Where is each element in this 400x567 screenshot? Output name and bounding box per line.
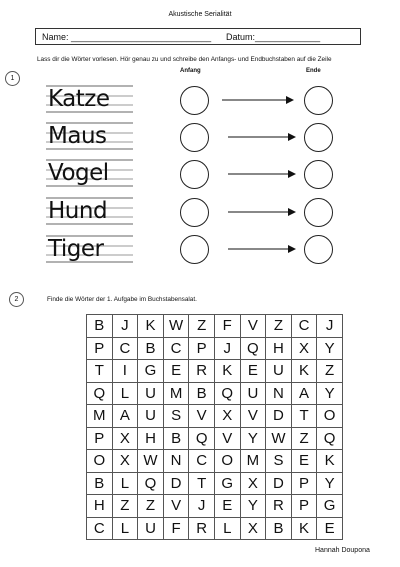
author-credit: Hannah Doupona [315,547,370,554]
start-letter-circle[interactable] [180,235,209,264]
column-header-end: Ende [306,68,321,74]
grid-cell[interactable]: C [291,315,317,338]
grid-cell[interactable]: M [87,405,113,428]
grid-cell[interactable]: X [112,427,138,450]
grid-cell[interactable]: K [214,360,240,383]
grid-cell[interactable]: E [214,495,240,518]
grid-cell[interactable]: T [87,360,113,383]
column-header-start: Anfang [180,68,201,74]
grid-cell[interactable]: L [112,517,138,540]
grid-cell[interactable]: V [214,427,240,450]
grid-cell[interactable]: G [138,360,164,383]
grid-cell[interactable]: W [138,450,164,473]
grid-cell[interactable]: I [112,360,138,383]
end-letter-circle[interactable] [304,235,333,264]
grid-cell[interactable]: Y [317,382,343,405]
word-row-vogel [46,158,133,188]
grid-cell[interactable]: C [189,450,215,473]
grid-cell[interactable]: D [266,472,292,495]
grid-cell[interactable]: E [291,450,317,473]
grid-cell[interactable]: W [163,315,189,338]
grid-cell[interactable]: P [87,337,113,360]
grid-cell[interactable]: N [266,382,292,405]
grid-cell[interactable]: S [266,450,292,473]
grid-row [87,427,343,450]
grid-cell[interactable]: U [266,360,292,383]
grid-cell[interactable]: T [291,405,317,428]
start-letter-circle[interactable] [180,86,209,115]
grid-cell[interactable]: X [214,405,240,428]
grid-cell[interactable]: L [112,382,138,405]
grid-cell[interactable]: T [189,472,215,495]
grid-cell[interactable]: P [291,472,317,495]
end-letter-circle[interactable] [304,123,333,152]
word-text: Maus [48,123,107,149]
grid-cell[interactable]: O [87,450,113,473]
grid-cell[interactable]: E [240,360,266,383]
grid-row [87,382,343,405]
arrow-right-icon [228,132,296,142]
grid-cell[interactable]: C [163,337,189,360]
task-1-number: 1 [5,71,20,86]
grid-cell[interactable]: H [138,427,164,450]
letter-grid [86,314,343,540]
grid-cell[interactable]: X [291,337,317,360]
grid-cell[interactable]: U [240,382,266,405]
grid-cell[interactable]: Q [240,337,266,360]
grid-cell[interactable]: P [291,495,317,518]
grid-row [87,450,343,473]
end-letter-circle[interactable] [304,160,333,189]
grid-cell[interactable]: R [189,517,215,540]
grid-cell[interactable]: K [317,450,343,473]
grid-cell[interactable]: P [189,337,215,360]
grid-cell[interactable]: Z [266,315,292,338]
word-row-hund [46,196,133,226]
grid-cell[interactable]: V [163,495,189,518]
grid-cell[interactable]: R [266,495,292,518]
grid-cell[interactable]: K [291,360,317,383]
grid-cell[interactable]: K [138,315,164,338]
word-text: Katze [48,86,110,112]
grid-cell[interactable]: M [163,382,189,405]
grid-cell[interactable]: E [163,360,189,383]
word-text: Vogel [48,160,109,186]
arrow-right-icon [222,95,294,105]
grid-cell[interactable]: Z [189,315,215,338]
word-row-tiger [46,234,133,264]
grid-cell[interactable]: Y [317,337,343,360]
grid-cell[interactable]: U [138,405,164,428]
grid-cell[interactable]: X [240,472,266,495]
grid-cell[interactable]: Z [112,495,138,518]
grid-cell[interactable]: Q [214,382,240,405]
grid-cell[interactable]: A [291,382,317,405]
grid-cell[interactable]: R [189,360,215,383]
grid-row [87,472,343,495]
start-letter-circle[interactable] [180,198,209,227]
grid-cell[interactable]: B [87,472,113,495]
grid-cell[interactable]: Q [138,472,164,495]
grid-cell[interactable]: J [214,337,240,360]
grid-cell[interactable]: Y [240,495,266,518]
grid-cell[interactable]: Z [291,427,317,450]
grid-cell[interactable]: J [317,315,343,338]
grid-cell[interactable]: B [163,427,189,450]
grid-cell[interactable]: F [163,517,189,540]
word-row-maus [46,121,133,151]
grid-cell[interactable]: B [189,382,215,405]
grid-cell[interactable]: G [214,472,240,495]
grid-cell[interactable]: H [266,337,292,360]
grid-row [87,337,343,360]
grid-cell[interactable]: F [214,315,240,338]
grid-cell[interactable]: L [214,517,240,540]
arrow-right-icon [228,207,296,217]
task-2-number: 2 [9,292,24,307]
grid-cell[interactable]: U [138,517,164,540]
grid-cell[interactable]: P [87,427,113,450]
grid-cell[interactable]: N [163,450,189,473]
grid-cell[interactable]: Z [138,495,164,518]
word-text: Tiger [48,236,104,262]
grid-cell[interactable]: K [291,517,317,540]
end-letter-circle[interactable] [304,86,333,115]
task-2-instruction: Finde die Wörter der 1. Aufgabe im Buchstabensalat. [47,296,197,303]
grid-cell[interactable]: C [112,337,138,360]
grid-cell[interactable]: H [87,495,113,518]
name-date-box [35,28,361,45]
grid-row [87,360,343,383]
task-1-instruction: Lass dir die Wörter vorlesen. Hör genau zu und schreibe den Anfangs- und Endbuchstaben auf die Zeile [37,56,332,63]
grid-cell[interactable]: B [87,315,113,338]
grid-cell[interactable]: V [240,405,266,428]
grid-cell[interactable]: Q [317,427,343,450]
grid-row [87,315,343,338]
grid-cell[interactable]: A [112,405,138,428]
grid-cell[interactable]: Z [317,360,343,383]
grid-row [87,517,343,540]
grid-row [87,405,343,428]
end-letter-circle[interactable] [304,198,333,227]
grid-cell[interactable]: V [240,315,266,338]
grid-row [87,495,343,518]
word-row-katze [46,84,133,114]
grid-cell[interactable]: G [317,495,343,518]
grid-cell[interactable]: Y [317,472,343,495]
grid-cell[interactable]: V [189,405,215,428]
grid-cell[interactable]: J [189,495,215,518]
grid-cell[interactable]: E [317,517,343,540]
arrow-right-icon [228,244,296,254]
word-text: Hund [48,198,108,224]
grid-cell[interactable]: J [112,315,138,338]
grid-cell[interactable]: B [266,517,292,540]
grid-cell[interactable]: X [240,517,266,540]
grid-cell[interactable]: C [87,517,113,540]
start-letter-circle[interactable] [180,160,209,189]
grid-cell[interactable]: Q [189,427,215,450]
grid-cell[interactable]: U [138,382,164,405]
arrow-right-icon [228,169,296,179]
date-field[interactable]: Datum:_____________ [226,32,321,42]
start-letter-circle[interactable] [180,123,209,152]
grid-cell[interactable]: M [240,450,266,473]
name-field[interactable]: Name: ____________________________ [42,32,212,42]
grid-cell[interactable]: B [138,337,164,360]
grid-cell[interactable]: D [163,472,189,495]
page-title: Akustische Serialität [168,11,232,18]
grid-cell[interactable]: L [112,472,138,495]
grid-cell[interactable]: X [112,450,138,473]
grid-cell[interactable]: W [266,427,292,450]
grid-cell[interactable]: S [163,405,189,428]
grid-cell[interactable]: O [214,450,240,473]
grid-cell[interactable]: Y [240,427,266,450]
grid-cell[interactable]: D [266,405,292,428]
grid-cell[interactable]: O [317,405,343,428]
grid-cell[interactable]: Q [87,382,113,405]
